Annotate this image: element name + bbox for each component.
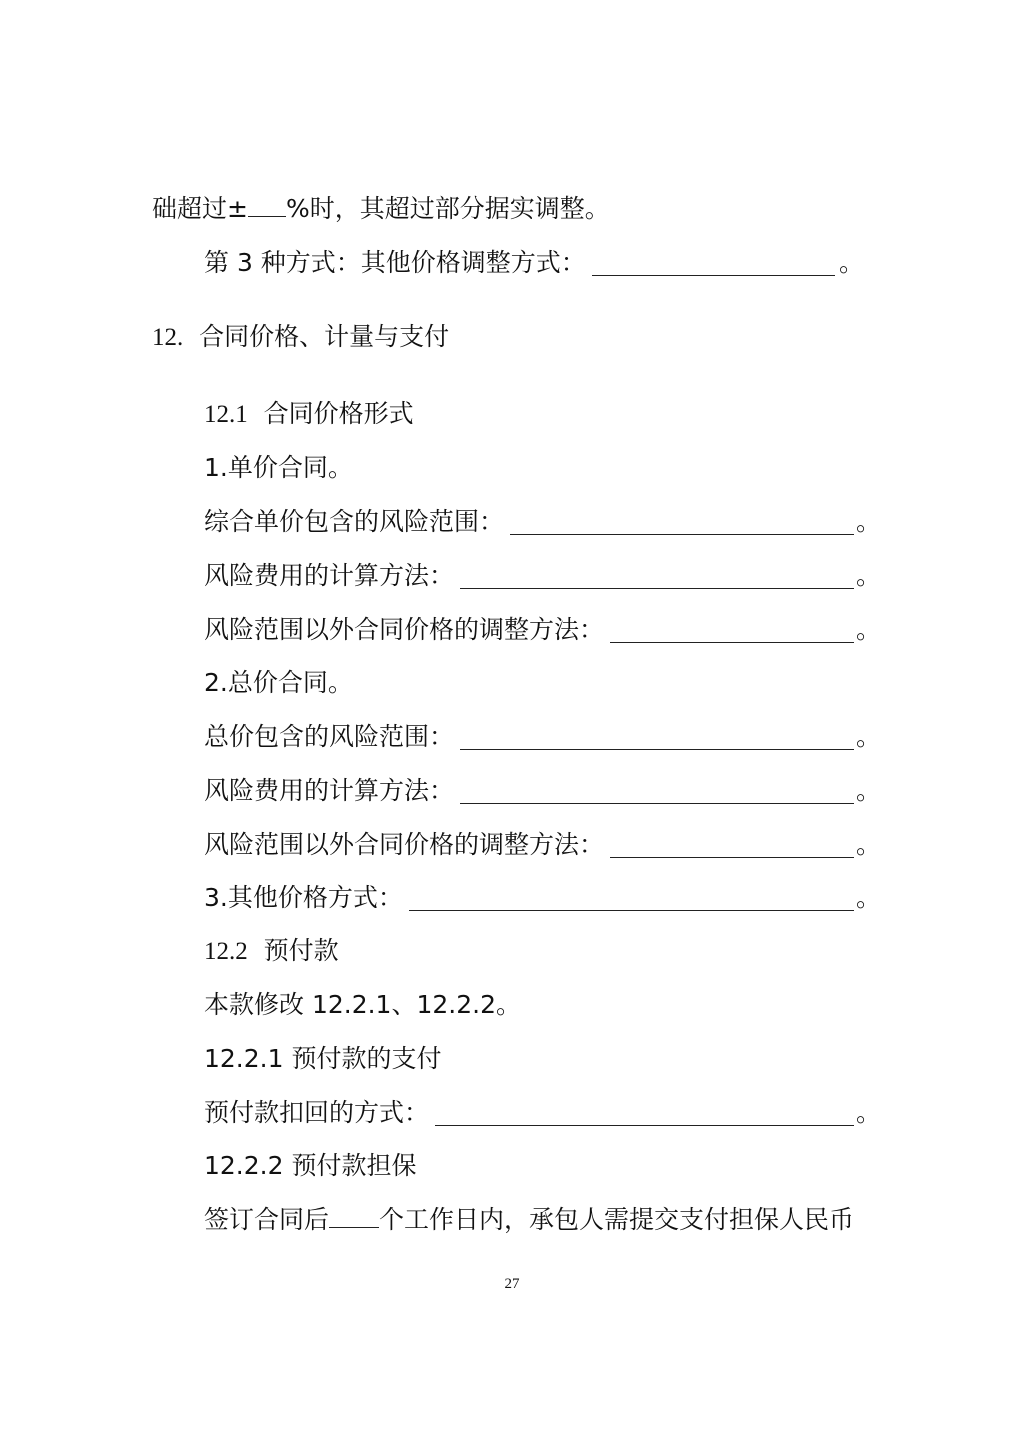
text-line-threshold: 础超过± %时，其超过部分据实调整。: [152, 194, 610, 223]
blank-unit-risk-scope[interactable]: [510, 508, 854, 535]
blank-method3[interactable]: [592, 251, 835, 276]
blank-total-risk-fee[interactable]: [460, 777, 854, 804]
blank-prepay-recovery[interactable]: [435, 1099, 854, 1126]
field-total-risk-scope: 总价包含的风险范围： 。: [204, 722, 882, 751]
section-12-2-heading: 12.2 预付款: [204, 936, 339, 965]
field-total-risk-fee: 风险费用的计算方法： 。: [204, 776, 882, 805]
blank-total-adjust[interactable]: [610, 831, 854, 858]
text-line-method3: 第 3 种方式：其他价格调整方式： 。: [204, 248, 864, 277]
text-line-guarantee: 签订合同后 个工作日内，承包人需提交支付担保人民币: [204, 1205, 855, 1234]
field-prepay-recovery: 预付款扣回的方式： 。: [204, 1098, 882, 1127]
section-12-2-1-heading: 12.2.1 预付款的支付: [204, 1044, 442, 1073]
modify-note: 本款修改 12.2.1、12.2.2。: [204, 990, 521, 1019]
field-unit-adjust: 风险范围以外合同价格的调整方法： 。: [204, 615, 882, 644]
blank-working-days[interactable]: [329, 1203, 379, 1228]
section-12-heading: 12. 合同价格、计量与支付: [152, 322, 450, 351]
field-other-price: 3.其他价格方式： 。: [204, 883, 882, 912]
field-total-adjust: 风险范围以外合同价格的调整方法： 。: [204, 830, 882, 859]
blank-unit-adjust[interactable]: [610, 616, 854, 643]
blank-percent[interactable]: [248, 192, 286, 217]
total-price-contract: 2.总价合同。: [204, 668, 353, 697]
blank-unit-risk-fee[interactable]: [460, 562, 854, 589]
section-12-2-2-heading: 12.2.2 预付款担保: [204, 1151, 417, 1180]
section-12-1-heading: 12.1 合同价格形式: [204, 399, 414, 428]
unit-price-contract: 1.单价合同。: [204, 453, 353, 482]
field-unit-risk-fee: 风险费用的计算方法： 。: [204, 561, 882, 590]
blank-total-risk-scope[interactable]: [460, 723, 854, 750]
page-number: 27: [504, 1276, 520, 1292]
field-unit-risk-scope: 综合单价包含的风险范围： 。: [204, 507, 882, 536]
blank-other-price[interactable]: [409, 884, 854, 911]
